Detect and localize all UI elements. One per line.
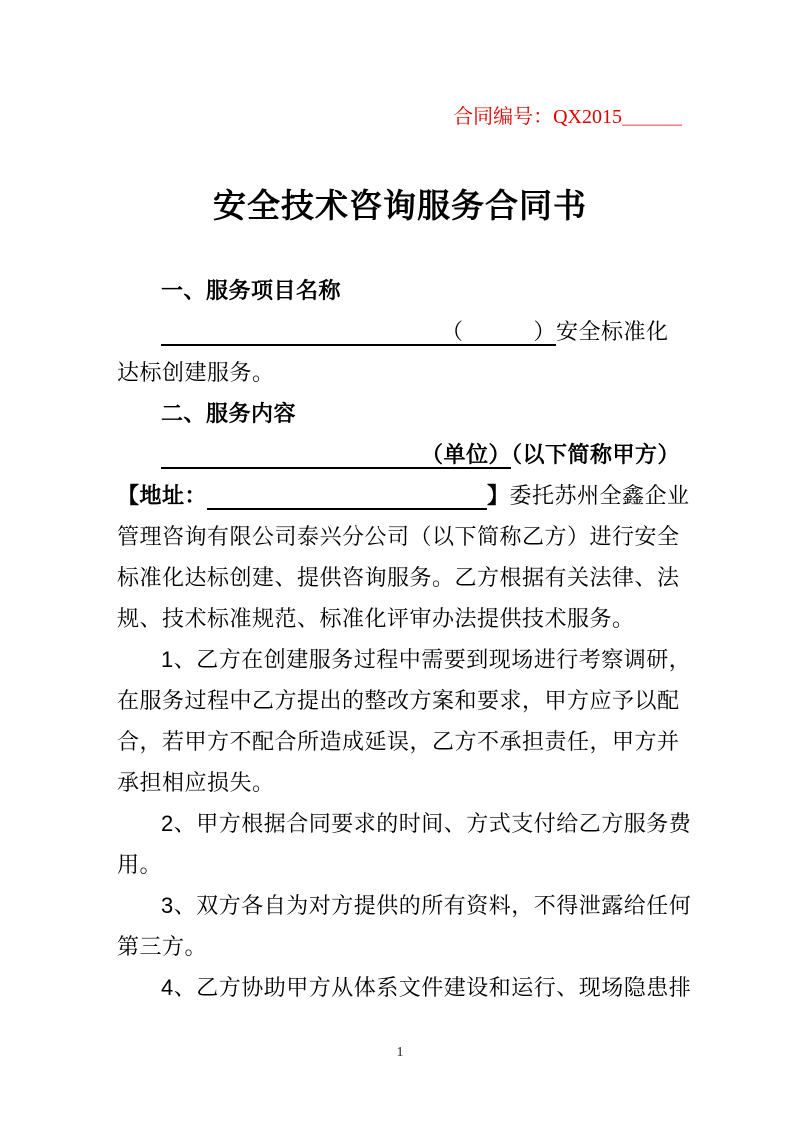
item-4-line-1: 4、乙方协助甲方从体系文件建设和运行、现场隐患排 [161,975,692,1000]
contract-number-blank: ＿＿＿ [622,106,682,128]
address-label: 【地址： [117,483,208,508]
section-1-fill-line [117,311,683,352]
item-3-line-2: 第三方。 [117,934,208,959]
section-1-continuation: 达标创建服务。 [117,360,275,385]
address-bracket [117,483,510,510]
item-1-line-3: 合，若甲方不配合所造成延误，乙方不承担责任，甲方并 [117,729,680,754]
intro-line-2: 管理咨询有限公司泰兴分公司（以下简称乙方）进行安全 [117,524,680,549]
section-1-heading: 一、服务项目名称 [161,278,342,303]
entrust-text: 委托苏州全鑫企业 [509,483,690,508]
paren-open: （ [441,319,464,344]
contract-number-label: 合同编号： [453,106,554,128]
item-1-line-4: 承担相应损失。 [117,770,275,795]
blank-space [161,460,421,462]
page-number: 1 [396,1045,404,1060]
blank-space [207,501,487,503]
blank-space [161,337,441,339]
contract-number-line [453,100,682,129]
project-name-suffix: 安全标准化 [556,319,669,344]
document-title: 安全技术咨询服务合同书 [213,187,587,224]
party-a-label: （以下简称甲方） [511,442,681,467]
item-1-line-1: 1、乙方在创建服务过程中需要到现场进行考察调研， [161,647,692,672]
intro-line-4: 规、技术标准规范、标准化评审办法提供技术服务。 [117,606,635,631]
address-bracket-close: 】 [487,483,510,508]
project-name-blank [161,319,556,346]
paren-close: ） [533,319,557,344]
unit-label: （单位） [421,442,512,467]
contract-number-value: QX2015 [553,106,622,128]
item-2-line-1: 2、甲方根据合同要求的时间、方式支付给乙方服务费 [161,811,692,836]
item-2-line-2: 用。 [117,852,163,877]
document-body [117,270,692,1008]
item-1-line-2: 在服务过程中乙方提出的整改方案和要求，甲方应予以配 [117,688,680,713]
party-a-name-blank [161,442,511,469]
item-3-line-1: 3、双方各自为对方提供的所有资料，不得泄露给任何 [161,893,692,918]
address-line [117,475,690,516]
party-a-fill-line [117,434,683,475]
address-blank [207,483,487,510]
intro-line-3: 标准化达标创建、提供咨询服务。乙方根据有关法律、法 [117,565,680,590]
blank-space [464,337,534,339]
section-2-heading: 二、服务内容 [161,401,297,426]
